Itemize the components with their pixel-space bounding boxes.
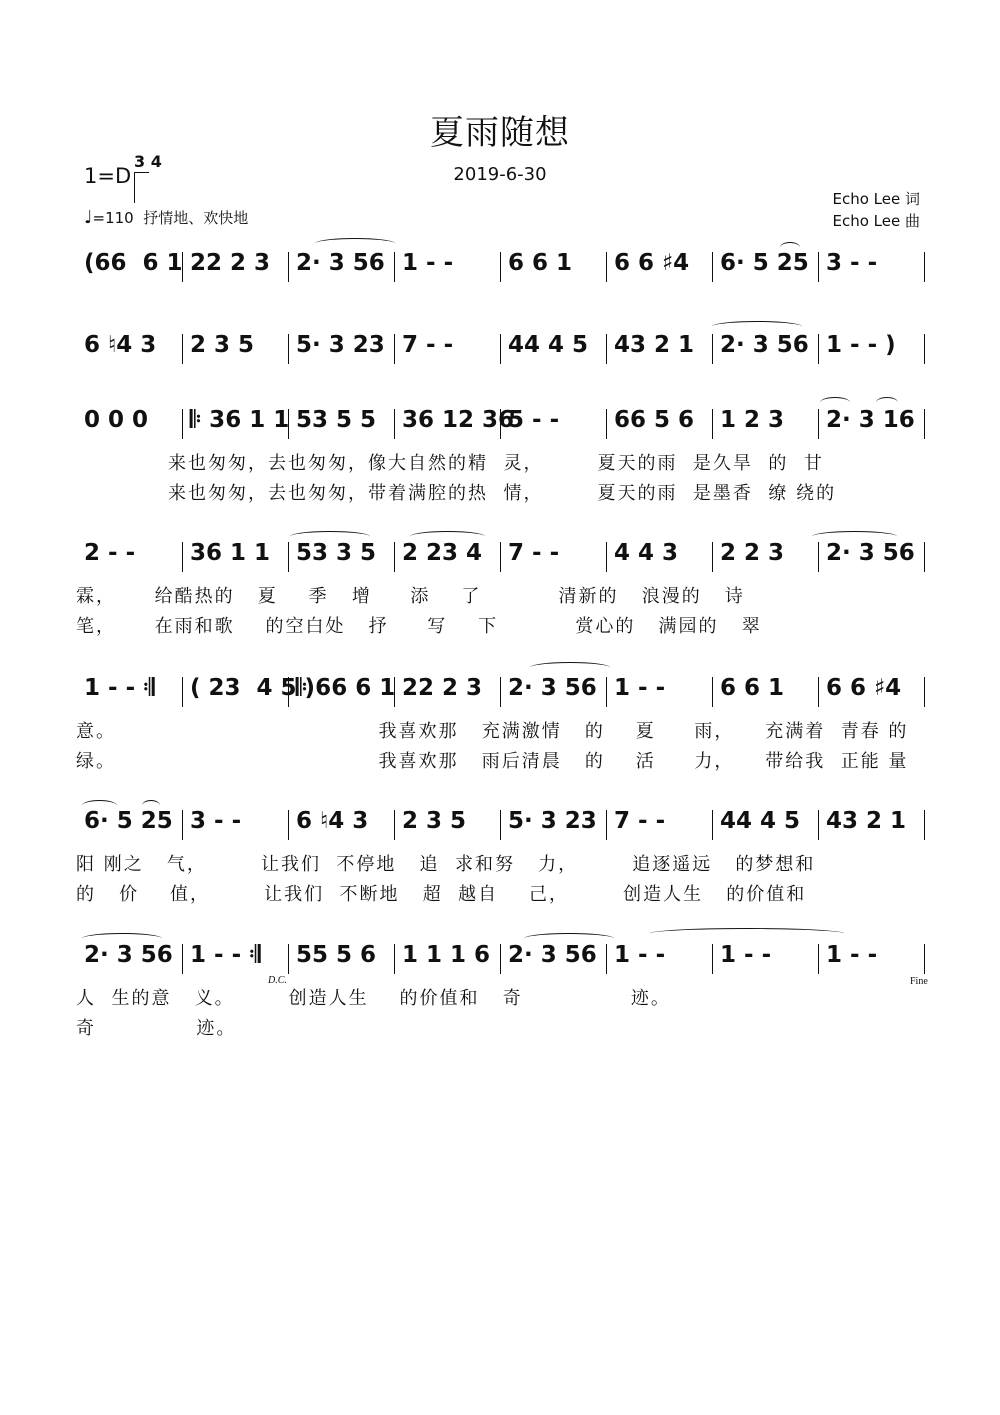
measure: 7 - - (508, 540, 560, 566)
barline (288, 944, 289, 974)
measure: 1 - - (614, 942, 666, 968)
barline (712, 252, 713, 282)
lyricist-credit: Echo Lee 词 (832, 190, 920, 208)
measure: 4 4 3 (614, 540, 679, 566)
slur (530, 662, 610, 673)
lyric-line: 来也匆匆，去也匆匆，带着满腔的热 情， 夏天的雨 是墨香 缭 绕的 (168, 483, 837, 504)
measure: 3 - - (190, 808, 242, 834)
time-signature-divider (134, 172, 149, 203)
barline (500, 409, 501, 439)
key-signature: 1=D (84, 164, 132, 188)
barline (924, 409, 925, 439)
tempo-marking (84, 207, 248, 228)
measure: 2· 3 56 (508, 942, 597, 968)
barline (818, 542, 819, 572)
lyric-line: 笔， 在雨和歌 的空白处 抒 写 下 赏心的 满园的 翠 (76, 616, 762, 637)
slur (820, 397, 850, 408)
barline (606, 944, 607, 974)
measure: 3 - - (826, 250, 878, 276)
measure: 6· 5 25 (720, 250, 809, 276)
barline (818, 677, 819, 707)
barline (924, 334, 925, 364)
barline (500, 334, 501, 364)
song-date: 2019-6-30 (453, 164, 547, 185)
measure: 43 2 1 (826, 808, 907, 834)
barline (394, 252, 395, 282)
measure: 1 - - 𝄇 (84, 675, 155, 701)
barline (394, 542, 395, 572)
measure: 2· 3 56 (720, 332, 809, 358)
quarter-note-icon: ♩ (84, 207, 93, 228)
measure: 5· 3 23 (508, 808, 597, 834)
barline (818, 810, 819, 840)
slur (524, 933, 614, 944)
measure: 36 12 36 (402, 407, 515, 433)
barline (712, 409, 713, 439)
time-signature-top: 3 (134, 152, 146, 171)
measure: 53 3 5 (296, 540, 377, 566)
barline (182, 334, 183, 364)
measure: 2 23 4 (402, 540, 483, 566)
barline (712, 542, 713, 572)
barline (924, 677, 925, 707)
barline (394, 334, 395, 364)
barline (394, 810, 395, 840)
measure: 5 - - (508, 407, 560, 433)
measure: 6 6 1 (508, 250, 573, 276)
measure: 43 2 1 (614, 332, 695, 358)
measure: 1 - - 𝄇 (190, 942, 261, 968)
barline (924, 542, 925, 572)
measure: 2 - - (84, 540, 136, 566)
measure: 1 - - (826, 942, 878, 968)
tempo-value: =110 (92, 209, 134, 227)
time-signature-bottom: 4 (150, 152, 162, 171)
barline (394, 409, 395, 439)
measure: 2 3 5 (190, 332, 255, 358)
measure: 1 - - (720, 942, 772, 968)
barline (182, 677, 183, 707)
measure: 7 - - (614, 808, 666, 834)
barline (182, 542, 183, 572)
barline (288, 409, 289, 439)
barline (924, 252, 925, 282)
lyric-line: 霖， 给酷热的 夏 季 增 添 了 清新的 浪漫的 诗 (76, 586, 745, 607)
measure: 2· 3 16 (826, 407, 915, 433)
lyric-line: 绿。 我喜欢那 雨后清晨 的 活 力， 带给我 正能 量 (76, 751, 909, 772)
slur (712, 321, 802, 332)
barline (394, 944, 395, 974)
dc-marking: D.C. (268, 975, 287, 986)
slur (876, 397, 898, 408)
fine-marking: Fine (910, 976, 928, 987)
measure: 6 ♮4 3 (84, 332, 157, 358)
measure: 6 ♮4 3 (296, 808, 369, 834)
barline (712, 334, 713, 364)
measure: 7 - - (402, 332, 454, 358)
barline (182, 409, 183, 439)
measure: 66 5 6 (614, 407, 695, 433)
barline (606, 409, 607, 439)
measure: 6 6 ♯4 (826, 675, 902, 701)
measure: 36 1 1 (190, 540, 271, 566)
measure: 𝄆 36 1 1 (190, 407, 290, 433)
measure: 1 - - ) (826, 332, 896, 358)
barline (500, 810, 501, 840)
slur (650, 928, 844, 939)
barline (712, 677, 713, 707)
lyric-line: 人 生的意 义。 创造人生 的价值和 奇 迹。 (76, 988, 671, 1009)
barline (500, 542, 501, 572)
measure: 22 2 3 (402, 675, 483, 701)
slur (410, 531, 485, 542)
barline (182, 252, 183, 282)
barline (606, 542, 607, 572)
barline (818, 944, 819, 974)
measure: 2· 3 56 (826, 540, 915, 566)
barline (606, 810, 607, 840)
measure: 1 - - (402, 250, 454, 276)
measure: ( 23 4 5 ) (190, 675, 316, 701)
barline (394, 677, 395, 707)
slur (82, 800, 117, 811)
barline (288, 542, 289, 572)
barline (288, 334, 289, 364)
barline (712, 810, 713, 840)
lyric-line: 阳 刚之 气， 让我们 不停地 追 求和努 力， 追逐遥远 的梦想和 (76, 854, 816, 875)
slur (142, 800, 160, 811)
measure: 1 2 3 (720, 407, 785, 433)
barline (606, 252, 607, 282)
measure: 1 1 1 6 (402, 942, 491, 968)
barline (288, 810, 289, 840)
lyric-line: 的 价 值， 让我们 不断地 超 越自 己， 创造人生 的价值和 (76, 884, 807, 905)
barline (924, 944, 925, 974)
barline (182, 810, 183, 840)
slur (812, 531, 897, 542)
slur (82, 933, 162, 944)
time-signature (134, 153, 162, 171)
barline (500, 252, 501, 282)
measure: 2· 3 56 (84, 942, 173, 968)
measure: 0 0 0 (84, 407, 149, 433)
measure: 55 5 6 (296, 942, 377, 968)
measure: 2 2 3 (720, 540, 785, 566)
barline (606, 334, 607, 364)
measure: (66 6 1 (84, 250, 183, 276)
measure: 6 6 ♯4 (614, 250, 690, 276)
barline (288, 677, 289, 707)
slur (780, 242, 800, 253)
measure: 44 4 5 (720, 808, 801, 834)
song-title: 夏雨随想 (430, 113, 570, 153)
barline (182, 944, 183, 974)
slur (290, 531, 370, 542)
slur (315, 238, 395, 249)
lyric-line: 意。 我喜欢那 充满激情 的 夏 雨， 充满着 青春 的 (76, 721, 909, 742)
measure: 6· 5 25 (84, 808, 173, 834)
barline (818, 252, 819, 282)
tempo-expression: 抒情地、欢快地 (143, 209, 249, 227)
measure: 6 6 1 (720, 675, 785, 701)
measure: 2 3 5 (402, 808, 467, 834)
barline (818, 409, 819, 439)
measure: 53 5 5 (296, 407, 377, 433)
measure: 44 4 5 (508, 332, 589, 358)
lyric-line: 来也匆匆，去也匆匆，像大自然的精 灵， 夏天的雨 是久旱 的 甘 (168, 453, 824, 474)
barline (500, 677, 501, 707)
measure: 𝄆 66 6 1 (296, 675, 396, 701)
measure: 2· 3 56 (296, 250, 385, 276)
composer-credit: Echo Lee 曲 (832, 212, 920, 230)
barline (712, 944, 713, 974)
barline (288, 252, 289, 282)
barline (500, 944, 501, 974)
barline (924, 810, 925, 840)
barline (606, 677, 607, 707)
measure: 5· 3 23 (296, 332, 385, 358)
measure: 2· 3 56 (508, 675, 597, 701)
barline (818, 334, 819, 364)
measure: 22 2 3 (190, 250, 271, 276)
lyric-line: 奇 迹。 (76, 1018, 237, 1039)
measure: 1 - - (614, 675, 666, 701)
